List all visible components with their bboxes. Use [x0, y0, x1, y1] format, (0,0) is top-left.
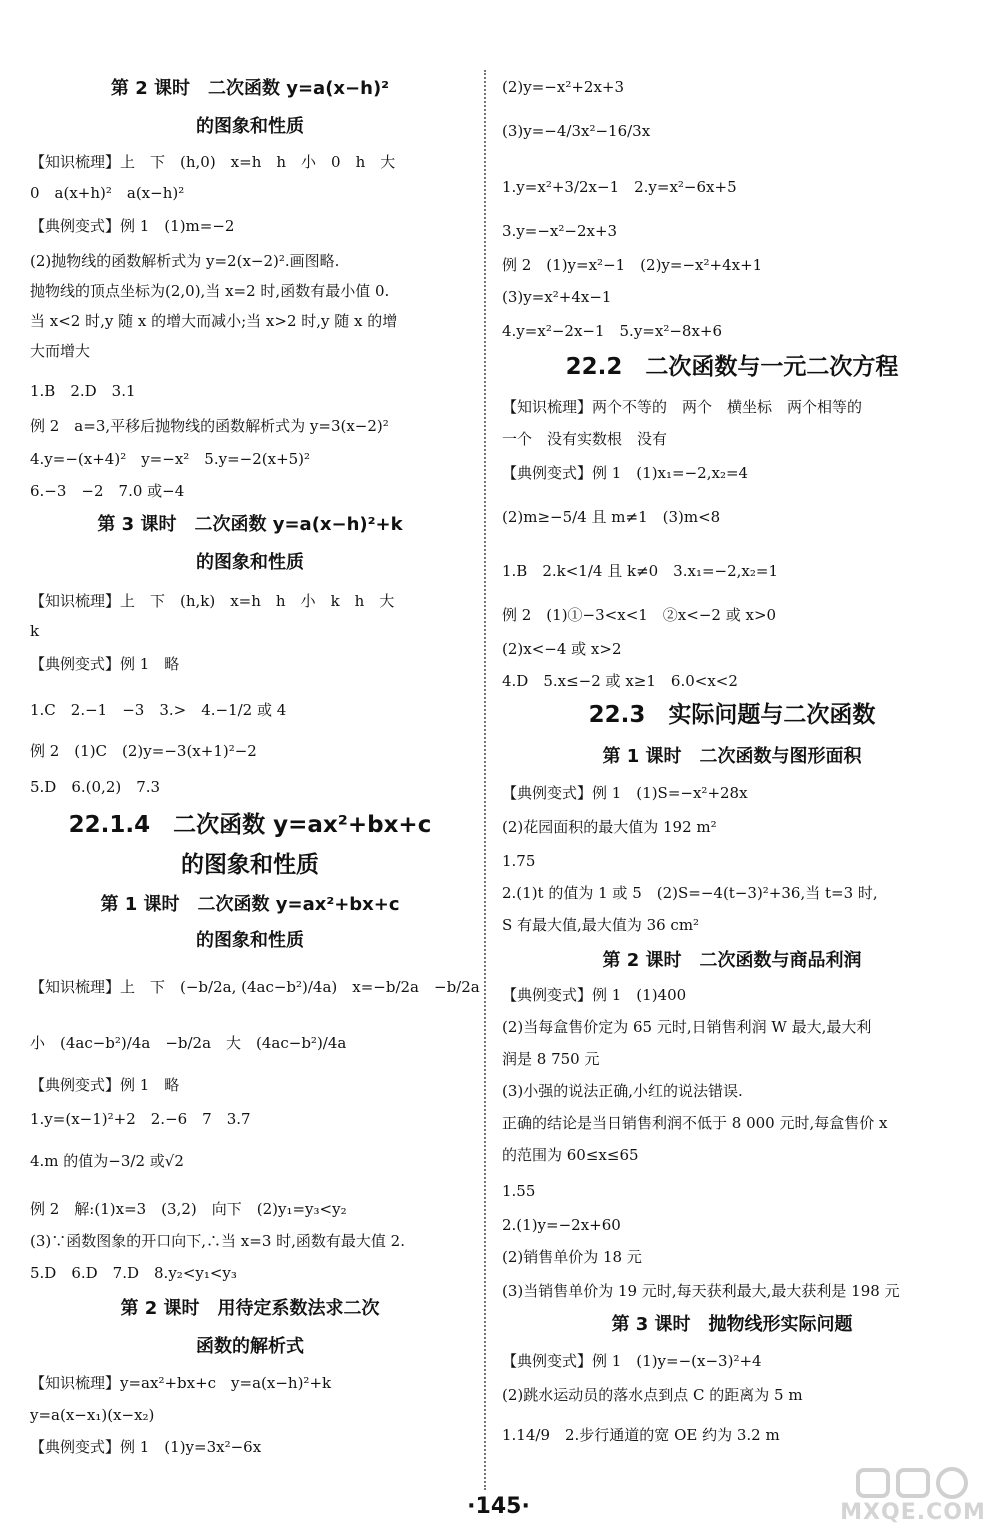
answer-line: 例 2 (1)y=x²−1 (2)y=−x²+4x+1: [502, 256, 763, 274]
answer-line: 【典例变式】例 1 (1)400: [502, 986, 687, 1004]
answer-line: (3)小强的说法正确,小红的说法错误.: [502, 1082, 743, 1100]
answer-line: 【知识梳理】y=ax²+bx+c y=a(x−h)²+k: [30, 1374, 332, 1392]
answer-line: 【典例变式】例 1 (1)y=3x²−6x: [30, 1438, 262, 1456]
section-heading: 第 2 课时 二次函数 y=a(x−h)²: [110, 78, 390, 99]
answer-line: (3)y=−4/3x²−16/3x: [502, 122, 651, 140]
answer-line: 1.75: [502, 852, 536, 870]
answer-line: 【知识梳理】上 下 (−b/2a, (4ac−b²)/4a) x=−b/2a −b/2a: [30, 978, 480, 996]
answer-line: (3)当销售单价为 19 元时,每天获利最大,最大获利是 198 元: [502, 1282, 900, 1300]
answer-line: 【知识梳理】上 下 (h,0) x=h h 小 0 h 大: [30, 153, 396, 171]
answer-line: 一个 没有实数根 没有: [502, 430, 668, 448]
answer-line: (2)花园面积的最大值为 192 m²: [502, 818, 717, 836]
watermark-logo-icon: [856, 1466, 970, 1500]
answer-line: (2)m≥−5/4 且 m≠1 (3)m<8: [502, 508, 721, 526]
answer-line: S 有最大值,最大值为 36 cm²: [502, 916, 700, 934]
answer-line: 6.−3 −2 7.0 或−4: [30, 482, 185, 500]
answer-line: (2)销售单价为 18 元: [502, 1248, 642, 1266]
answer-line: (2)x<−4 或 x>2: [502, 640, 622, 658]
answer-line: 【知识梳理】上 下 (h,k) x=h h 小 k h 大: [30, 592, 395, 610]
chapter-heading: 22.3 实际问题与二次函数: [588, 702, 876, 728]
watermark-text: MXQE.COM: [840, 1500, 986, 1525]
answer-line: 【典例变式】例 1 略: [30, 1076, 180, 1094]
answer-line: 4.D 5.x≤−2 或 x≥1 6.0<x<2: [502, 672, 738, 690]
section-heading: 第 2 课时 二次函数与商品利润: [602, 950, 862, 971]
section-heading: 的图象和性质: [196, 552, 304, 573]
section-heading: 第 1 课时 二次函数与图形面积: [602, 746, 862, 767]
answer-line: 例 2 (1)C (2)y=−3(x+1)²−2: [30, 742, 257, 760]
answer-line: 正确的结论是当日销售利润不低于 8 000 元时,每盒售价 x: [502, 1114, 888, 1132]
page-number: ·145·: [467, 1494, 530, 1519]
answer-line: 5.D 6.(0,2) 7.3: [30, 778, 161, 796]
section-heading: 第 1 课时 二次函数 y=ax²+bx+c: [100, 894, 400, 915]
section-heading: 第 3 课时 二次函数 y=a(x−h)²+k: [97, 514, 403, 535]
answer-line: 1.B 2.k<1/4 且 k≠0 3.x₁=−2,x₂=1: [502, 562, 778, 580]
answer-line: 例 2 解:(1)x=3 (3,2) 向下 (2)y₁=y₃<y₂: [30, 1200, 347, 1218]
chapter-heading: 的图象和性质: [181, 852, 319, 878]
chapter-heading: 22.2 二次函数与一元二次方程: [565, 354, 899, 380]
answer-line: 2.(1)y=−2x+60: [502, 1216, 621, 1234]
answer-line: (2)抛物线的函数解析式为 y=2(x−2)².画图略.: [30, 252, 340, 270]
answer-line: 【知识梳理】两个不等的 两个 横坐标 两个相等的: [502, 398, 863, 416]
answer-line: 润是 8 750 元: [502, 1050, 600, 1068]
answer-line: 小 (4ac−b²)/4a −b/2a 大 (4ac−b²)/4a: [30, 1034, 347, 1052]
answer-line: 例 2 (1)①−3<x<1 ②x<−2 或 x>0: [502, 606, 777, 624]
answer-line: 的范围为 60≤x≤65: [502, 1146, 639, 1164]
answer-line: 大而增大: [30, 342, 91, 360]
answer-line: 4.y=−(x+4)² y=−x² 5.y=−2(x+5)²: [30, 450, 311, 468]
section-heading: 的图象和性质: [196, 116, 304, 137]
answer-line: 1.14/9 2.步行通道的宽 OE 约为 3.2 m: [502, 1426, 780, 1444]
answer-line: 【典例变式】例 1 (1)S=−x²+28x: [502, 784, 748, 802]
answer-line: 3.y=−x²−2x+3: [502, 222, 618, 240]
watermark: [838, 1466, 988, 1530]
answer-line: 1.C 2.−1 −3 3.> 4.−1/2 或 4: [30, 701, 287, 719]
answer-line: 1.B 2.D 3.1: [30, 382, 136, 400]
answer-line: 4.m 的值为−3/2 或√2: [30, 1152, 184, 1170]
answer-line: (2)当每盒售价定为 65 元时,日销售利润 W 最大,最大利: [502, 1018, 872, 1036]
answer-line: (3)y=x²+4x−1: [502, 288, 612, 306]
answer-line: 【典例变式】例 1 (1)y=−(x−3)²+4: [502, 1352, 762, 1370]
answer-line: 【典例变式】例 1 (1)x₁=−2,x₂=4: [502, 464, 749, 482]
section-heading: 第 3 课时 抛物线形实际问题: [611, 1314, 853, 1335]
answer-line: 当 x<2 时,y 随 x 的增大而减小;当 x>2 时,y 随 x 的增: [30, 312, 398, 330]
answer-line: y=a(x−x₁)(x−x₂): [30, 1406, 155, 1424]
answer-line: 1.y=x²+3/2x−1 2.y=x²−6x+5: [502, 178, 737, 196]
answer-line: (2)跳水运动员的落水点到点 C 的距离为 5 m: [502, 1386, 803, 1404]
answer-line: 1.y=(x−1)²+2 2.−6 7 3.7: [30, 1110, 251, 1128]
answer-line: 抛物线的顶点坐标为(2,0),当 x=2 时,函数有最小值 0.: [30, 282, 390, 300]
answer-line: 5.D 6.D 7.D 8.y₂<y₁<y₃: [30, 1264, 237, 1282]
answer-line: 例 2 a=3,平移后抛物线的函数解析式为 y=3(x−2)²: [30, 417, 389, 435]
answer-line: 【典例变式】例 1 略: [30, 655, 180, 673]
answer-line: 1.55: [502, 1182, 536, 1200]
answer-line: 4.y=x²−2x−1 5.y=x²−8x+6: [502, 322, 723, 340]
section-heading: 第 2 课时 用待定系数法求二次: [120, 1298, 380, 1319]
answer-line: (3)∵函数图象的开口向下,∴当 x=3 时,函数有最大值 2.: [30, 1232, 405, 1250]
answer-line: k: [30, 622, 40, 640]
answer-line: (2)y=−x²+2x+3: [502, 78, 625, 96]
answer-line: 【典例变式】例 1 (1)m=−2: [30, 217, 235, 235]
chapter-heading: 22.1.4 二次函数 y=ax²+bx+c: [68, 812, 432, 838]
section-heading: 函数的解析式: [196, 1336, 304, 1357]
answer-line: 2.(1)t 的值为 1 或 5 (2)S=−4(t−3)²+36,当 t=3 时,: [502, 884, 878, 902]
column-divider: [484, 70, 486, 1490]
section-heading: 的图象和性质: [196, 930, 304, 951]
answer-line: 0 a(x+h)² a(x−h)²: [30, 184, 185, 202]
